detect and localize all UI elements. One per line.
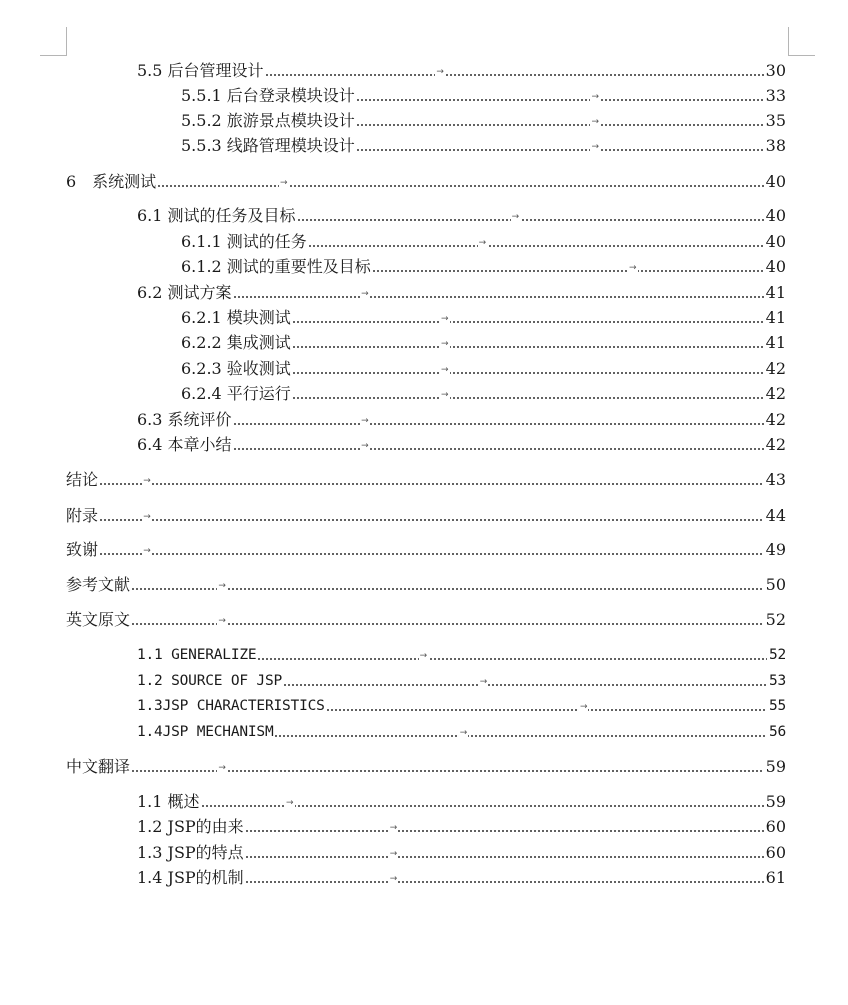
tab-arrow-icon: → xyxy=(436,67,444,77)
toc-entry[interactable] xyxy=(137,720,786,742)
toc-entry[interactable] xyxy=(137,815,786,837)
toc-page-number: 30 xyxy=(765,61,786,80)
tab-arrow-icon: → xyxy=(441,390,449,400)
toc-entry[interactable] xyxy=(137,643,786,665)
toc-entry-title: 6.2.2 集成测试 xyxy=(181,333,291,352)
toc-entry[interactable] xyxy=(181,84,786,106)
toc-entry-title: 6.1 测试的任务及目标 xyxy=(137,206,296,225)
dot-leader xyxy=(356,142,764,152)
tab-arrow-icon: → xyxy=(389,849,398,859)
toc-entry[interactable] xyxy=(181,331,786,353)
toc-entry-title: 1.4 JSP的机制 xyxy=(137,868,244,887)
toc-page-number: 40 xyxy=(765,257,786,276)
tab-arrow-icon: → xyxy=(441,365,449,375)
toc-page-number: 53 xyxy=(768,673,786,689)
dot-leader xyxy=(292,339,764,349)
toc-entry[interactable] xyxy=(66,608,786,630)
toc-page-number: 60 xyxy=(765,817,786,836)
toc-entry-title: 5.5.3 线路管理模块设计 xyxy=(181,136,355,155)
toc-entry-title: 1.3 JSP的特点 xyxy=(137,843,244,862)
toc-entry[interactable] xyxy=(66,538,786,560)
tab-arrow-icon: → xyxy=(459,728,468,738)
toc-entry[interactable] xyxy=(181,382,786,404)
toc-entry[interactable] xyxy=(137,408,786,430)
dot-leader xyxy=(245,849,764,859)
toc-entry-title: 1.4JSP MECHANISM xyxy=(137,724,274,740)
dot-leader xyxy=(245,823,764,833)
tab-arrow-icon: → xyxy=(478,238,487,248)
toc-page-number: 59 xyxy=(765,792,786,811)
toc-page-number: 40 xyxy=(765,172,786,191)
tab-arrow-icon: → xyxy=(389,874,398,884)
dot-leader xyxy=(292,314,764,324)
tab-arrow-icon: → xyxy=(143,546,151,556)
dot-leader xyxy=(99,546,764,556)
toc-page-number: 41 xyxy=(765,308,786,327)
dot-leader xyxy=(283,677,767,687)
toc-entry-title: 结论 xyxy=(66,470,99,489)
tab-arrow-icon: → xyxy=(591,142,599,152)
toc-entry[interactable] xyxy=(66,504,786,526)
toc-entry-title: 6.2.3 验收测试 xyxy=(181,359,291,378)
tab-arrow-icon: → xyxy=(285,798,294,808)
dot-leader xyxy=(131,581,764,591)
toc-page-number: 38 xyxy=(765,136,786,155)
toc-entry-title: 6 系统测试 xyxy=(66,172,157,191)
toc-entry[interactable] xyxy=(137,841,786,863)
toc-entry[interactable] xyxy=(137,204,786,226)
toc-entry-title: 6.2 测试方案 xyxy=(137,283,232,302)
toc-page-number: 42 xyxy=(765,410,786,429)
toc-entry[interactable] xyxy=(66,468,786,490)
tab-arrow-icon: → xyxy=(441,339,449,349)
tab-arrow-icon: → xyxy=(218,616,226,626)
toc-entry-title: 1.1 概述 xyxy=(137,792,200,811)
dot-leader xyxy=(292,390,764,400)
toc-page-number: 42 xyxy=(765,359,786,378)
toc-entry[interactable] xyxy=(137,59,786,81)
toc-entry[interactable] xyxy=(137,433,786,455)
toc-page-number: 42 xyxy=(765,435,786,454)
dot-leader xyxy=(356,117,764,127)
toc-entry-title: 6.2.1 模块测试 xyxy=(181,308,291,327)
tab-arrow-icon: → xyxy=(361,289,369,299)
dot-leader xyxy=(308,238,764,248)
toc-entry-title: 6.1.1 测试的任务 xyxy=(181,232,307,251)
toc-entry[interactable] xyxy=(137,694,786,716)
tab-arrow-icon: → xyxy=(441,314,449,324)
tab-arrow-icon: → xyxy=(361,416,369,426)
tab-arrow-icon: → xyxy=(143,476,151,486)
toc-page-number: 43 xyxy=(765,470,786,489)
dot-leader xyxy=(297,212,764,222)
toc-entry-title: 1.2 SOURCE OF JSP xyxy=(137,673,283,689)
toc-page-number: 52 xyxy=(768,647,786,663)
dot-leader xyxy=(233,289,764,299)
toc-page-number: 49 xyxy=(765,540,786,559)
dot-leader xyxy=(292,365,764,375)
dot-leader xyxy=(99,476,764,486)
toc-entry[interactable] xyxy=(181,134,786,156)
toc-entry-title: 6.2.4 平行运行 xyxy=(181,384,291,403)
tab-arrow-icon: → xyxy=(218,763,226,773)
tab-arrow-icon: → xyxy=(218,581,226,591)
toc-entry-title: 5.5.1 后台登录模块设计 xyxy=(181,86,355,105)
toc-page-number: 50 xyxy=(765,575,786,594)
toc-page-number: 59 xyxy=(765,757,786,776)
tab-arrow-icon: → xyxy=(143,512,151,522)
tab-arrow-icon: → xyxy=(419,651,427,661)
dot-leader xyxy=(233,441,764,451)
tab-arrow-icon: → xyxy=(579,702,588,712)
toc-entry-title: 1.2 JSP的由来 xyxy=(137,817,244,836)
toc-page-number: 60 xyxy=(765,843,786,862)
toc-entry-title: 参考文献 xyxy=(66,575,131,594)
toc-page-number: 44 xyxy=(765,506,786,525)
toc-page-number: 52 xyxy=(765,610,786,629)
dot-leader xyxy=(131,616,764,626)
toc-page-number: 56 xyxy=(768,724,786,740)
toc-page-number: 61 xyxy=(765,868,786,887)
dot-leader xyxy=(233,416,764,426)
tab-arrow-icon: → xyxy=(629,263,637,273)
toc-entry-title: 5.5.2 旅游景点模块设计 xyxy=(181,111,355,130)
tab-arrow-icon: → xyxy=(591,117,599,127)
tab-arrow-icon: → xyxy=(361,441,369,451)
toc-entry[interactable] xyxy=(137,281,786,303)
toc-entry-title: 致谢 xyxy=(66,540,99,559)
toc-entry[interactable] xyxy=(137,866,786,888)
toc-entry[interactable] xyxy=(181,306,786,328)
dot-leader xyxy=(265,67,764,77)
tab-arrow-icon: → xyxy=(389,823,398,833)
dot-leader xyxy=(257,651,767,661)
dot-leader xyxy=(245,874,764,884)
toc-entry-title: 附录 xyxy=(66,506,99,525)
dot-leader xyxy=(274,728,766,738)
toc-page-number: 55 xyxy=(768,698,786,714)
toc-entry-title: 中文翻译 xyxy=(66,757,131,776)
dot-leader xyxy=(131,763,764,773)
tab-arrow-icon: → xyxy=(479,677,488,687)
toc-entry[interactable] xyxy=(66,755,786,777)
toc-entry-title: 英文原文 xyxy=(66,610,131,629)
toc-entry[interactable] xyxy=(181,109,786,131)
toc-page-number: 35 xyxy=(765,111,786,130)
toc-entry-title: 1.3JSP CHARACTERISTICS xyxy=(137,698,325,714)
dot-leader xyxy=(356,92,764,102)
toc-page-number: 41 xyxy=(765,333,786,352)
toc-entry-title: 6.3 系统评价 xyxy=(137,410,232,429)
toc-entry[interactable] xyxy=(137,669,786,691)
tab-arrow-icon: → xyxy=(591,92,599,102)
toc-page-number: 41 xyxy=(765,283,786,302)
toc-page-number: 33 xyxy=(765,86,786,105)
toc-page-number: 40 xyxy=(765,206,786,225)
tab-arrow-icon: → xyxy=(279,178,288,188)
toc-entry[interactable] xyxy=(181,230,786,252)
dot-leader xyxy=(326,702,767,712)
toc-entry-title: 5.5 后台管理设计 xyxy=(137,61,264,80)
toc-entry[interactable] xyxy=(137,790,786,812)
dot-leader xyxy=(99,512,764,522)
toc-entry-title: 6.4 本章小结 xyxy=(137,435,232,454)
toc-entry[interactable] xyxy=(66,573,786,595)
dot-leader xyxy=(157,178,763,188)
toc-entry[interactable] xyxy=(181,255,786,277)
toc-entry-title: 1.1 GENERALIZE xyxy=(137,647,257,663)
dot-leader xyxy=(201,798,764,808)
tab-arrow-icon: → xyxy=(511,212,520,222)
toc-entry-title: 6.1.2 测试的重要性及目标 xyxy=(181,257,371,276)
toc-page-number: 40 xyxy=(765,232,786,251)
toc-page-number: 42 xyxy=(765,384,786,403)
toc-entry[interactable] xyxy=(66,170,786,192)
dot-leader xyxy=(372,263,764,273)
toc-entry[interactable] xyxy=(181,357,786,379)
